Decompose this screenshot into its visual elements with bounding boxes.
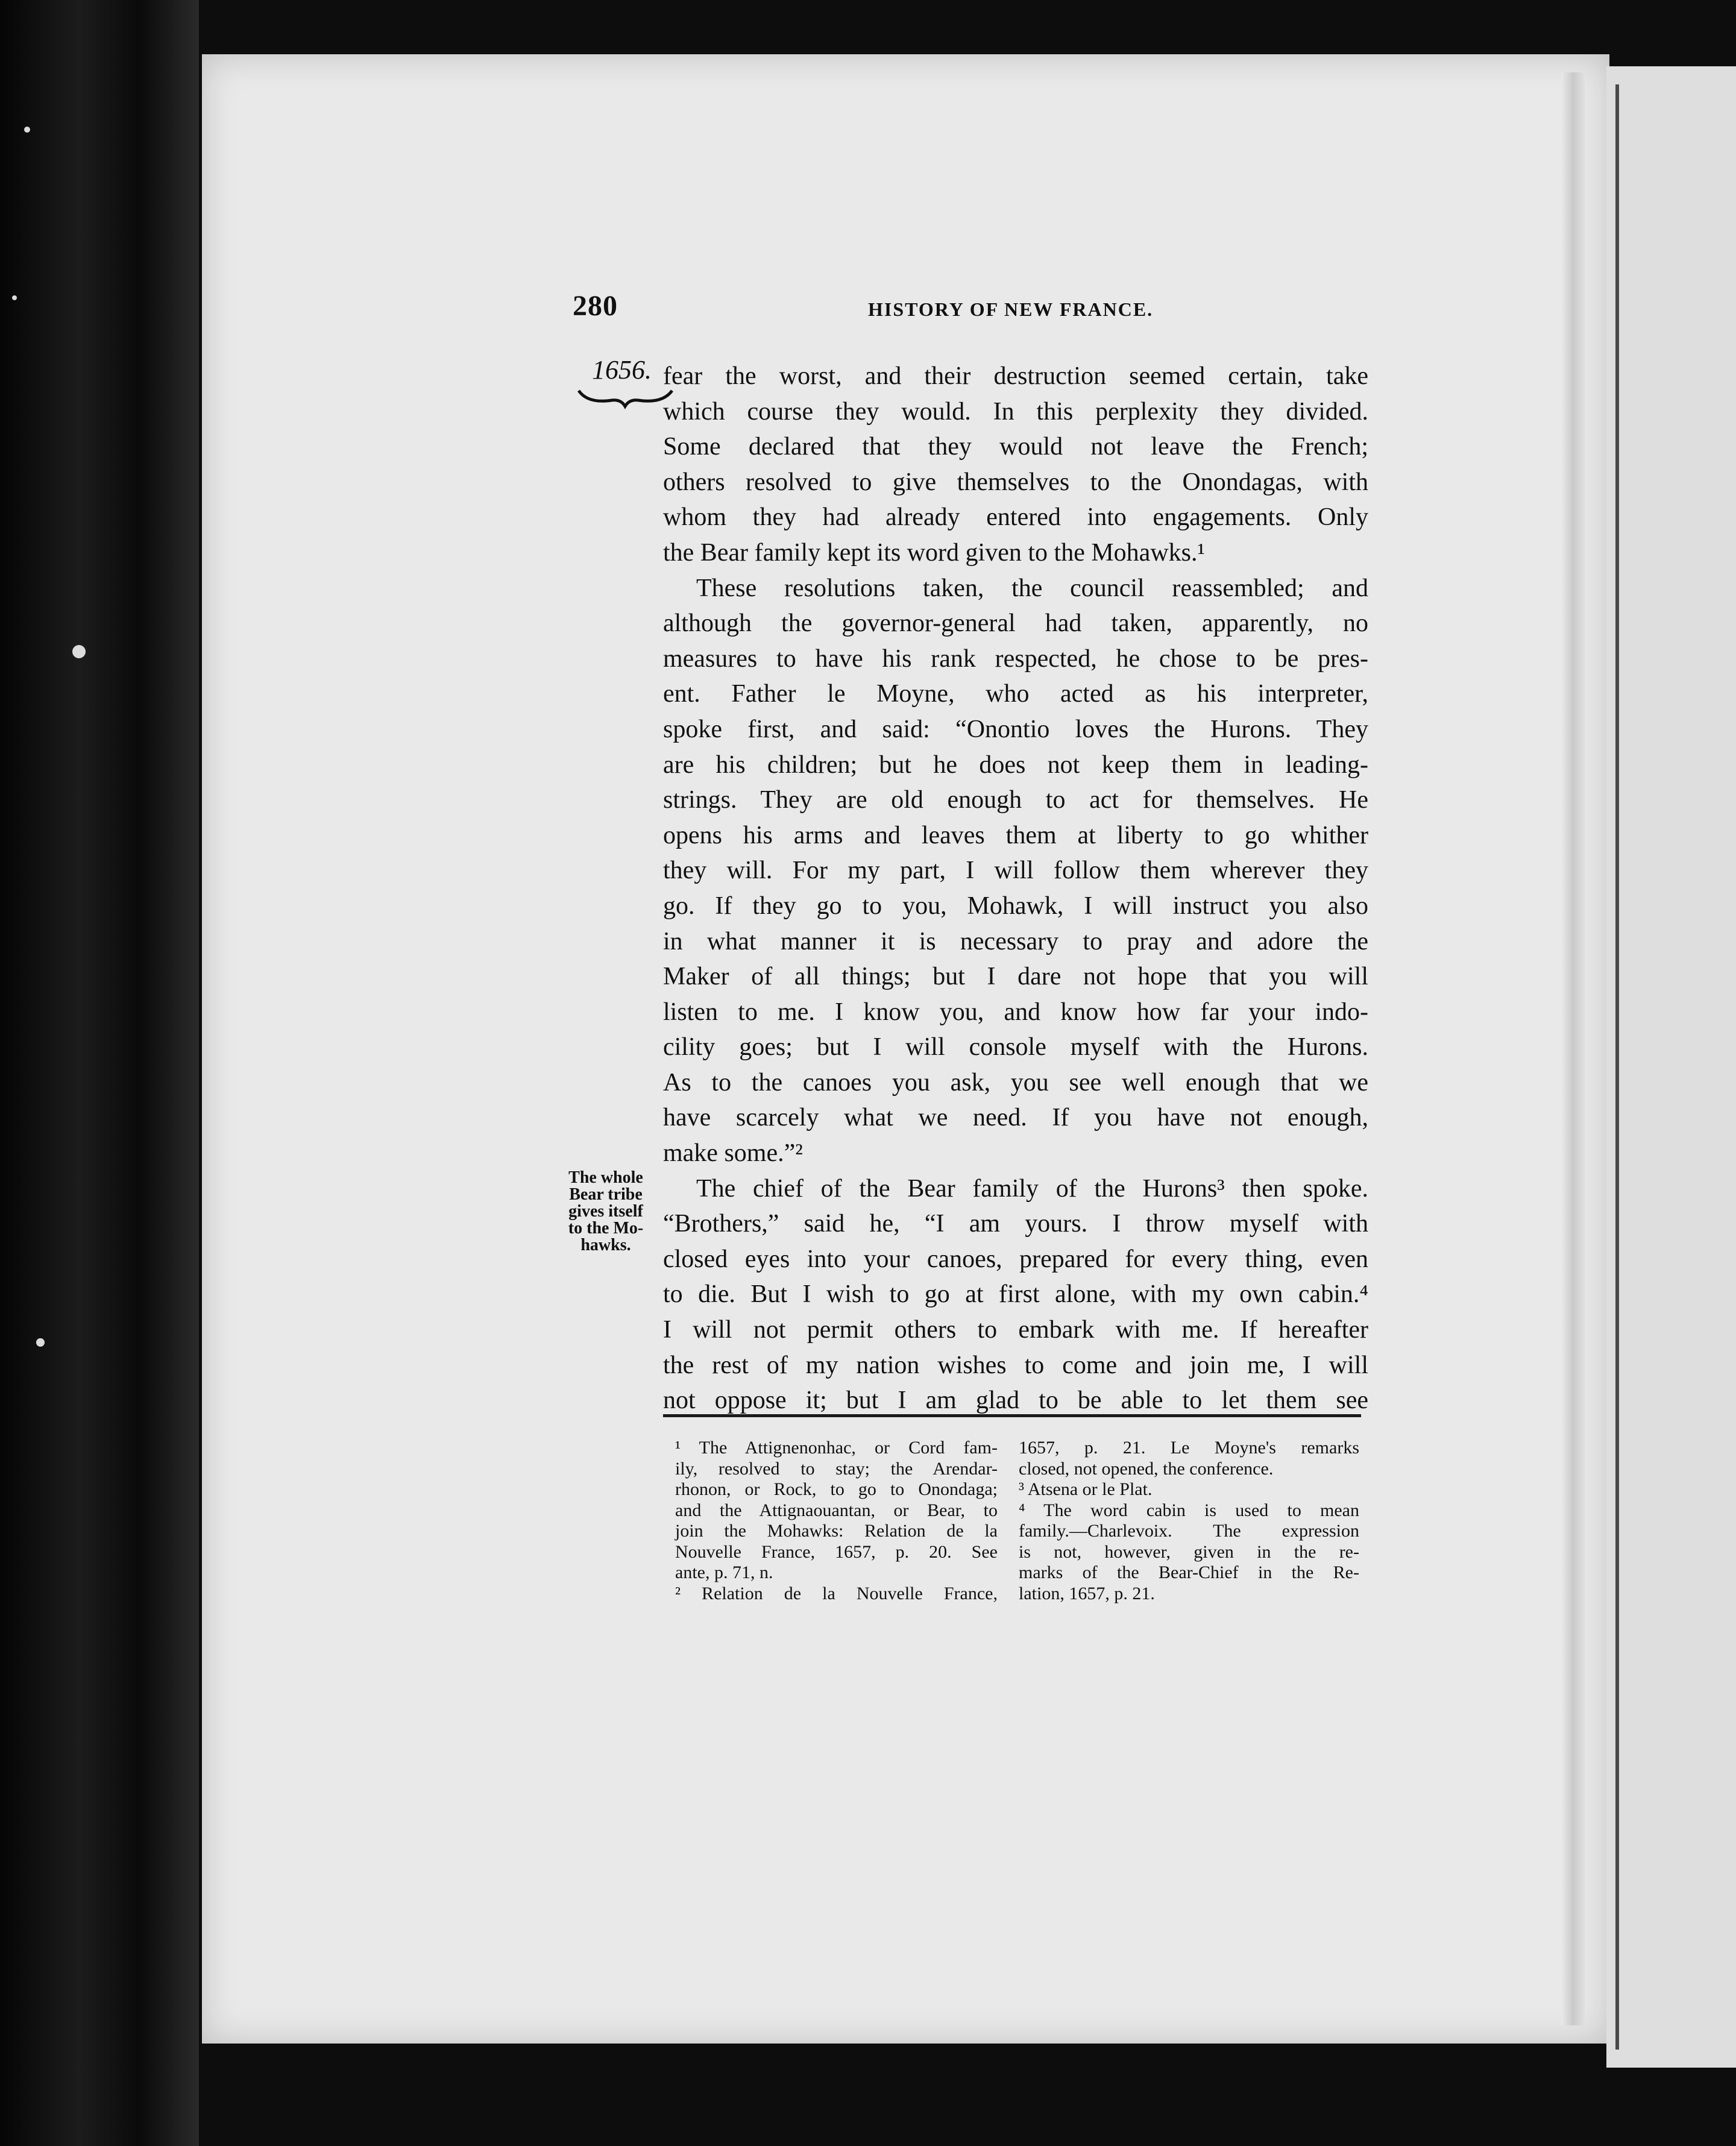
- side-note-line: gives itself: [568, 1202, 643, 1221]
- running-head: HISTORY OF NEW FRANCE.: [868, 298, 1154, 320]
- body-line: make some.”²: [663, 1139, 803, 1168]
- year-brace-ornament: [576, 386, 675, 410]
- adjacent-page-edge: [1615, 84, 1619, 2050]
- footnote-line: marks of the Bear-Chief in the Re-: [1019, 1562, 1359, 1582]
- footnotes-left-column: [675, 1438, 998, 1604]
- footnote-line: Nouvelle France, 1657, p. 20. See: [675, 1541, 998, 1562]
- scan-left-edge: [0, 0, 199, 2146]
- footnote-line: join the Mohawks: Relation de la: [675, 1521, 998, 1541]
- body-line: although the governor-general had taken, apparently, no: [663, 609, 1368, 638]
- body-line: I will not permit others to embark with me. If hereafter: [663, 1316, 1368, 1344]
- body-line: spoke first, and said: “Onontio loves the Hurons. They: [663, 715, 1368, 743]
- footnote-line: rhonon, or Rock, to go to Onondaga;: [675, 1479, 998, 1499]
- side-note-line: Bear tribe: [569, 1185, 643, 1204]
- side-note-line: The whole: [568, 1168, 643, 1187]
- body-line: which course they would. In this perplexity they divided.: [663, 397, 1368, 426]
- footnote-line: ³ Atsena or le Plat.: [1019, 1479, 1153, 1499]
- body-line: ent. Father le Moyne, who acted as his interpreter,: [663, 680, 1368, 708]
- body-line: the rest of my nation wishes to come and join me, I will: [663, 1351, 1368, 1379]
- footnote-line: family.—Charlevoix. The expression: [1019, 1521, 1359, 1541]
- scan-speck: [24, 127, 30, 133]
- adjacent-page: [1606, 66, 1736, 2068]
- footnote-line: ² Relation de la Nouvelle France,: [675, 1583, 998, 1603]
- body-line: “Brothers,” said he, “I am yours. I throw myself with: [663, 1210, 1368, 1238]
- scan-speck: [36, 1338, 45, 1347]
- page-number: 280: [573, 290, 618, 322]
- body-line: whom they had already entered into engagements. Only: [663, 503, 1368, 532]
- body-line: go. If they go to you, Mohawk, I will instruct you also: [663, 892, 1368, 920]
- body-line: have scarcely what we need. If you have not enough,: [663, 1104, 1368, 1132]
- body-line: in what manner it is necessary to pray and adore the: [663, 927, 1368, 955]
- body-line: As to the canoes you ask, you see well enough that we: [663, 1068, 1368, 1097]
- body-line: to die. But I wish to go at first alone, with my own cabin.⁴: [663, 1280, 1368, 1309]
- body-line: strings. They are old enough to act for themselves. He: [663, 786, 1368, 814]
- side-note-line: to the Mo-: [568, 1219, 644, 1238]
- body-line: they will. For my part, I will follow them wherever they: [663, 857, 1368, 885]
- body-line: The chief of the Bear family of the Hurons³ then spoke.: [696, 1174, 1368, 1203]
- body-line: fear the worst, and their destruction seemed certain, take: [663, 362, 1368, 390]
- scan-speck: [12, 295, 17, 300]
- footnote-line: and the Attignaouantan, or Bear, to: [675, 1500, 998, 1520]
- body-line: the Bear family kept its word given to the Mohawks.¹: [663, 538, 1206, 567]
- body-line: These resolutions taken, the council reassembled; and: [696, 574, 1368, 602]
- body-line: Some declared that they would not leave the French;: [663, 433, 1368, 461]
- footnote-rule: [663, 1414, 1361, 1417]
- body-line: are his children; but he does not keep them in leading-: [663, 750, 1368, 779]
- body-line: not oppose it; but I am glad to be able to let them see: [663, 1386, 1368, 1415]
- footnote-line: is not, however, given in the re-: [1019, 1541, 1359, 1562]
- body-line: cility goes; but I will console myself with the Hurons.: [663, 1033, 1368, 1062]
- body-line: closed eyes into your canoes, prepared for every thing, even: [663, 1245, 1368, 1273]
- footnote-line: ante, p. 71, n.: [675, 1562, 773, 1582]
- body-line: Maker of all things; but I dare not hope that you will: [663, 963, 1368, 991]
- side-note: [558, 1169, 654, 1254]
- page-gutter-shadow: [1561, 72, 1585, 2025]
- footnote-line: lation, 1657, p. 21.: [1019, 1583, 1155, 1603]
- footnote-line: closed, not opened, the conference.: [1019, 1458, 1274, 1479]
- body-line: others resolved to give themselves to the Onondagas, with: [663, 468, 1368, 496]
- margin-year: 1656.: [592, 355, 652, 385]
- body-line: listen to me. I know you, and know how far your indo-: [663, 998, 1368, 1026]
- body-text: [663, 359, 1368, 1418]
- body-line: opens his arms and leaves them at liberty to go whither: [663, 821, 1368, 849]
- body-line: measures to have his rank respected, he chose to be pres-: [663, 644, 1368, 673]
- footnote-line: ily, resolved to stay; the Arendar-: [675, 1458, 998, 1479]
- footnote-line: ¹ The Attignenonhac, or Cord fam-: [675, 1438, 998, 1458]
- footnote-line: ⁴ The word cabin is used to mean: [1019, 1500, 1359, 1520]
- footnote-line: 1657, p. 21. Le Moyne's remarks: [1019, 1438, 1359, 1458]
- side-note-line: hawks.: [580, 1236, 631, 1254]
- scan-speck: [72, 645, 86, 658]
- footnotes-right-column: [1019, 1438, 1359, 1604]
